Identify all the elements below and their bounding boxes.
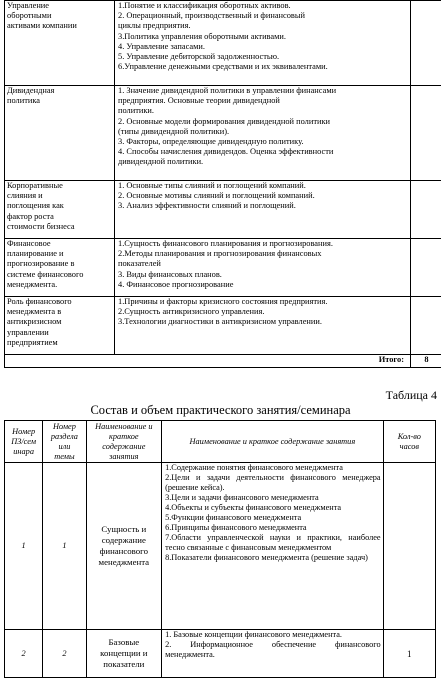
hours-cell — [411, 239, 441, 297]
topic-cell: Корпоративные слияния и поглощения как фактор роста стоимости бизнеса — [5, 181, 115, 239]
total-value: 8 — [411, 355, 441, 368]
topic-cell: Финансовое планирование и прогнозирование в системе финансового менеджмента. — [5, 239, 115, 297]
content-cell: 1. Значение дивидендной политики в управлении финансами предприятия. Основные теории дивидендной политики. 2. Основные модели формирования дивидендной политики (типы дивидендной политики). 3. Факторы, определяющие дивидендную политику. 4. Способы начисления дивидендов. Оценка эффективности дивидендной политики. — [115, 86, 411, 181]
row-num: 2 — [5, 630, 43, 678]
row-hours: 1 — [383, 630, 435, 678]
row-theme: Базовые концепции и показатели — [86, 630, 162, 678]
content-cell: 1.Понятие и классификация оборотных активов. 2. Операционный, производственный и финансовый циклы предприятия. 3.Политика управления оборотными активами. 4. Управление запасами. 5. Управление дебиторской задолженностью. 6.Управление денежными средствами и их эквивалентами. — [115, 1, 411, 86]
topic-cell: Дивидендная политика — [5, 86, 115, 181]
header-num: Номер ПЗ/сем инара — [5, 421, 43, 463]
header-content: Наименование и краткое содержание занятия — [162, 421, 384, 463]
header-section: Номер раздела или темы — [43, 421, 86, 463]
row-content: 1.Содержание понятия финансового менеджмента 2.Цели и задачи деятельности финансового менеджера (решение кейса). 3.Цели и задачи финансового менеджмента 4.Объекты и субъекты финансового менеджмента 5.Функции финансового менеджмента 6.Принципы финансового менеджмента 7.Области управленческой науки и практики, наиболее тесно связанные с финансовым менеджментом 8.Показатели финансового менеджмента (решение задач) — [162, 463, 384, 630]
hours-cell — [411, 86, 441, 181]
table-row — [5, 181, 441, 239]
practice-table — [4, 420, 436, 678]
table-row — [5, 1, 441, 86]
row-num: 1 — [5, 463, 43, 630]
content-cell: 1.Причины и факторы кризисного состояния предприятия. 2.Сущность антикризисного управления. 3.Технологии диагностики в антикризисном управлении. — [115, 297, 411, 355]
row-section: 1 — [43, 463, 86, 630]
row-hours — [383, 463, 435, 630]
content-cell: 1. Основные типы слияний и поглощений компаний. 2. Основные мотивы слияний и поглощений компаний. 3. Анализ эффективности слияний и поглощений. — [115, 181, 411, 239]
table-row — [5, 239, 441, 297]
table-row — [5, 297, 441, 355]
table-row — [5, 463, 436, 630]
hours-cell — [411, 1, 441, 86]
hours-cell — [411, 181, 441, 239]
total-label: Итого: — [5, 355, 411, 368]
table-title: Состав и объем практического занятия/семинара — [90, 403, 351, 417]
total-row — [5, 355, 441, 368]
header-name: Наименование и краткое содержание занятия — [86, 421, 162, 463]
table-row — [5, 630, 436, 678]
row-content: 1. Базовые концепции финансового менеджмента. 2. Информационное обеспечение финансового менеджмента. — [162, 630, 384, 678]
header-row — [5, 421, 436, 463]
table-caption: Таблица 4 — [385, 388, 437, 402]
topics-table — [4, 0, 441, 368]
hours-cell — [411, 297, 441, 355]
topic-cell: Управление оборотными активами компании — [5, 1, 115, 86]
topic-cell: Роль финансового менеджмента в антикризисном управлении предприятием — [5, 297, 115, 355]
row-theme: Сущность и содержание финансового менеджмента — [86, 463, 162, 630]
table-row — [5, 86, 441, 181]
content-cell: 1.Сущность финансового планирования и прогнозирования. 2.Методы планирования и прогнозирования финансовых показателей 3. Виды финансовых планов. 4. Финансовое прогнозирование — [115, 239, 411, 297]
header-hours: Кол-во часов — [383, 421, 435, 463]
row-section: 2 — [43, 630, 86, 678]
